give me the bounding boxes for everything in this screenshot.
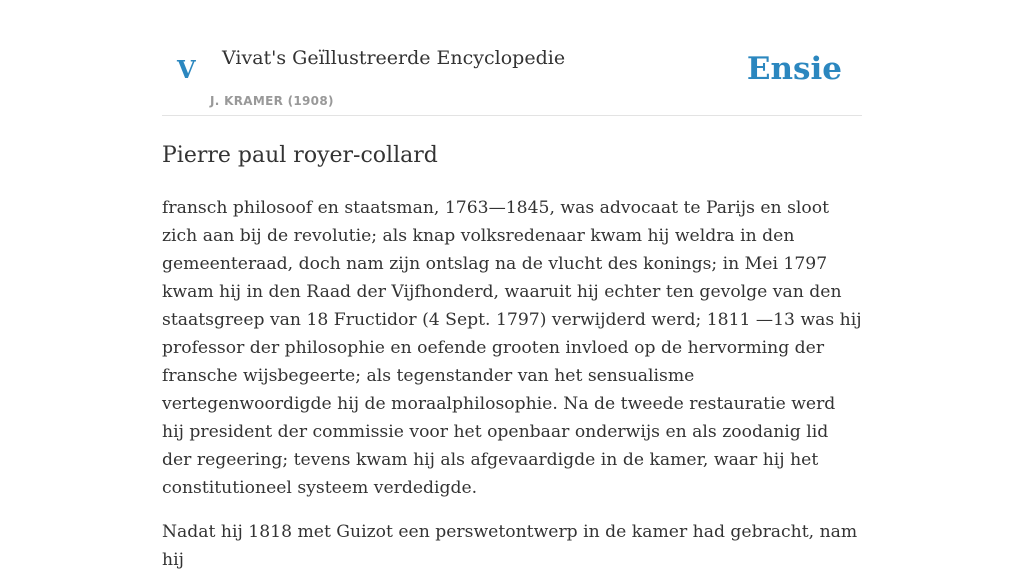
- entry-paragraph: Nadat hij 1818 met Guizot een perswetontwerp in de kamer had gebracht, nam hij: [162, 522, 858, 570]
- entry-body: [162, 194, 862, 574]
- entry-paragraph: fransch philosoof en staatsman, 1763—1845, was advocaat te Parijs en sloot zich aan bij de revolutie; als knap volksredenaar kwam hij weldra in den gemeenteraad, doch nam zijn ontslag na de vlucht des konings; in Mei 1797 kwam hij in den Raad der Vijfhonderd, waaruit hij echter ten gevolge van den staatsgreep van 18 Fructidor (4 Sept. 1797) verwijderd werd; 1811 —13 was hij professor der philosophie en oefende grooten invloed op de hervorming der fransche wijsbegeerte; als tegenstander van het sensualisme vertegenwoordigde hij de moraalphilosophie. Na de tweede restauratie werd hij president der commissie voor het openbaar onderwijs en als zoodanig lid der regeering; tevens kwam hij als afgevaardigde in de kamer, waar hij het constitutioneel systeem verdedigde.: [162, 198, 862, 498]
- book-author: J. KRAMER (1908): [210, 94, 334, 108]
- book-title-link[interactable]: Vivat's Geïllustreerde Encyclopedie: [222, 47, 566, 69]
- book-logo[interactable]: V: [177, 55, 196, 84]
- entry-title: Pierre paul royer-collard: [162, 143, 438, 168]
- ensie-logo-link[interactable]: Ensie: [746, 51, 842, 87]
- page: [162, 0, 862, 574]
- book-header: [162, 0, 862, 116]
